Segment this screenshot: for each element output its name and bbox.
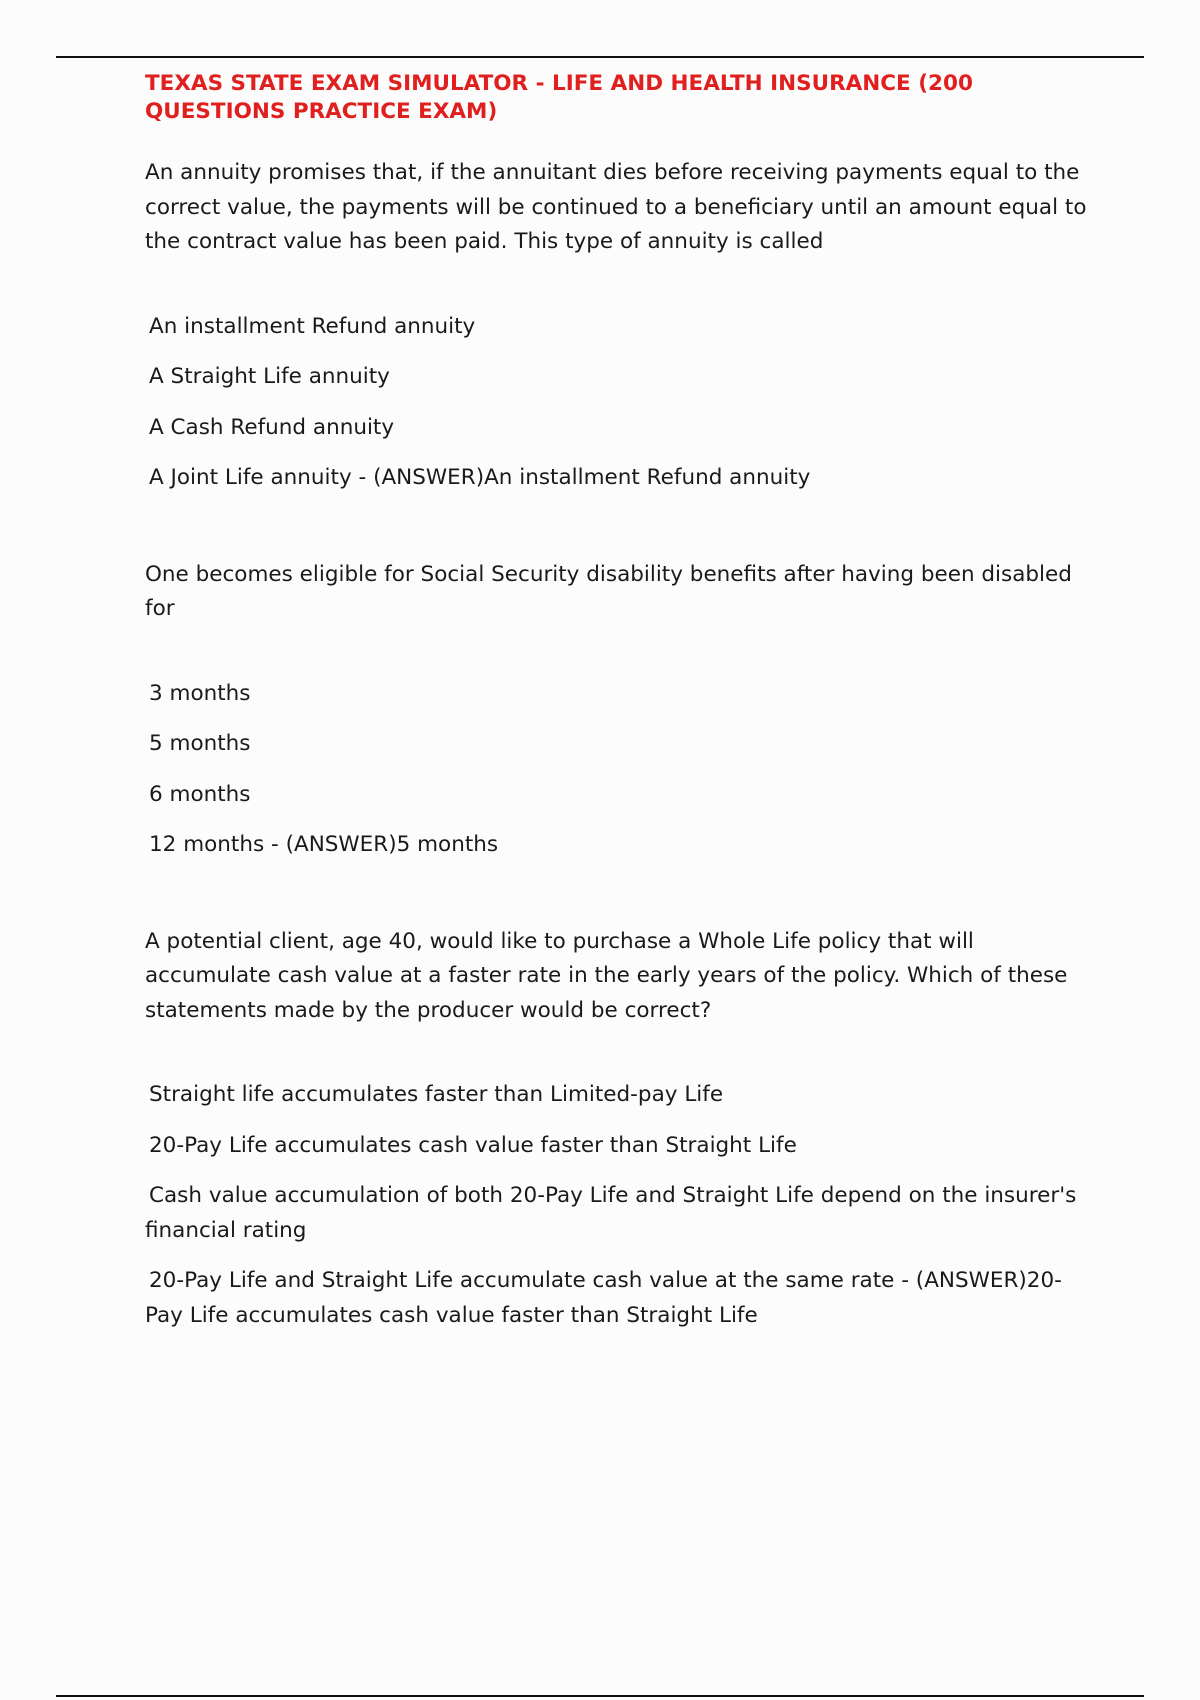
answer-option: 20-Pay Life and Straight Life accumulate cash value at the same rate - (ANSWER)20-Pay Life accumulates cash value faster than Straight Life	[145, 1268, 1062, 1328]
top-rule	[56, 56, 1144, 58]
answer-option: 12 months - (ANSWER)5 months	[149, 832, 499, 857]
answer-options	[145, 310, 1095, 496]
document-body	[145, 70, 1095, 1333]
answer-option: A Joint Life annuity - (ANSWER)An installment Refund annuity	[149, 465, 811, 490]
question-text: A potential client, age 40, would like to purchase a Whole Life policy that will accumulate cash value at a faster rate in the early years of the policy. Which of these statements made by the producer would be correct?	[145, 928, 1068, 1023]
answer-options	[145, 677, 1095, 863]
question-block-3	[145, 925, 1095, 1334]
bottom-rule	[56, 1695, 1144, 1697]
answer-option: 5 months	[149, 731, 251, 756]
answer-option: 6 months	[149, 781, 251, 807]
answer-option: An installment Refund annuity	[149, 313, 476, 339]
answer-option: 20-Pay Life accumulates cash value faster than Straight Life	[149, 1132, 797, 1158]
answer-option: Straight life accumulates faster than Limited-pay Life	[149, 1082, 724, 1107]
document-title: TEXAS STATE EXAM SIMULATOR - LIFE AND HEALTH INSURANCE (200 QUESTIONS PRACTICE EXAM)	[145, 71, 973, 124]
answer-option: Cash value accumulation of both 20-Pay Life and Straight Life depend on the insurer's financial rating	[145, 1183, 1077, 1243]
question-text: One becomes eligible for Social Security disability benefits after having been disabled for	[145, 561, 1072, 621]
answer-option: 3 months	[149, 680, 251, 706]
answer-option: A Cash Refund annuity	[149, 414, 395, 440]
question-text: An annuity promises that, if the annuitant dies before receiving payments equal to the correct value, the payments will be continued to a beneficiary until an amount equal to the contract value has been paid. This type of annuity is called	[145, 160, 1087, 254]
question-block-2	[145, 558, 1095, 863]
question-block-1	[145, 156, 1095, 496]
answer-options	[145, 1078, 1095, 1333]
answer-option: A Straight Life annuity	[149, 364, 390, 389]
